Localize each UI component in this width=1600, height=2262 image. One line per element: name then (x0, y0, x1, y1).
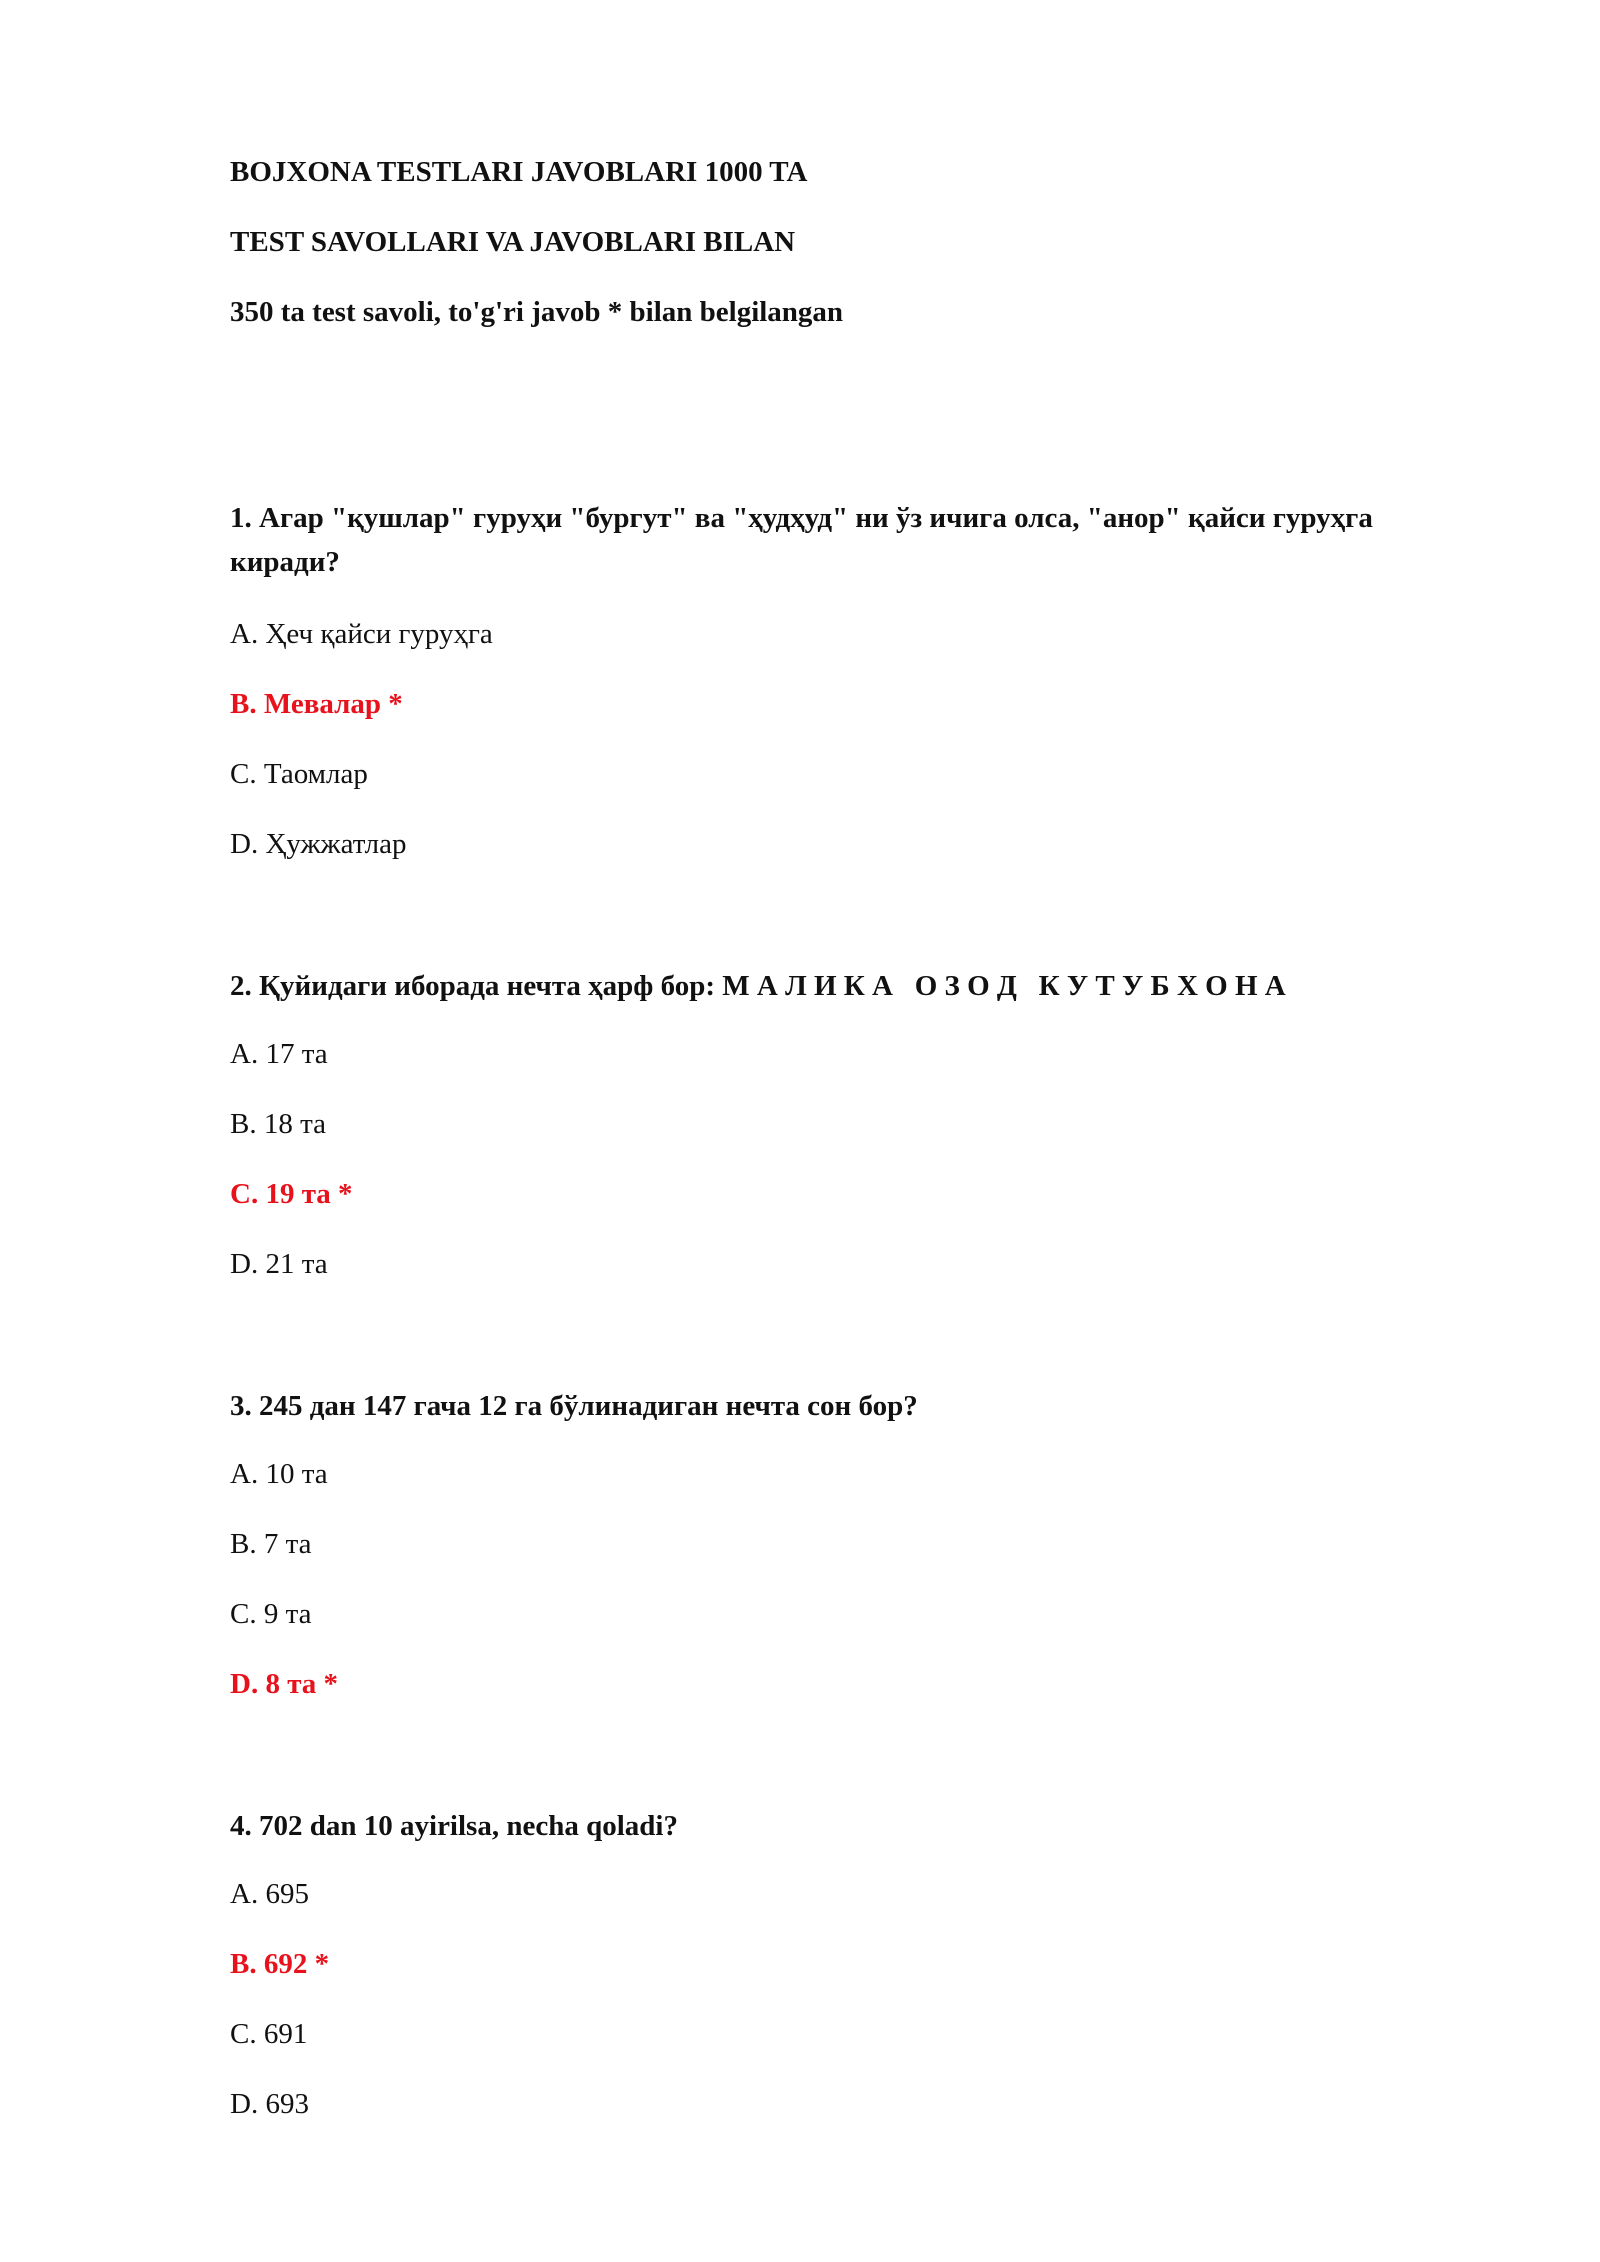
question-3-option-c: C. 9 та (230, 1598, 312, 1630)
question-2-option-d: D. 21 та (230, 1248, 328, 1280)
question-2-option-a: A. 17 та (230, 1038, 328, 1070)
question-1-option-c: C. Таомлар (230, 758, 368, 790)
question-2-option-b: B. 18 та (230, 1108, 326, 1140)
question-3-option-b: B. 7 та (230, 1528, 312, 1560)
question-4-option-b-correct: B. 692 * (230, 1948, 330, 1980)
question-3: 3. 245 дан 147 гача 12 га бўлинадиган нечта сон бор? (230, 1390, 918, 1422)
question-1-option-a: A. Ҳеч қайси гуруҳга (230, 618, 493, 650)
question-4-option-c: C. 691 (230, 2018, 308, 2050)
question-1-option-d: D. Ҳужжатлар (230, 828, 407, 860)
document-subtitle: TEST SAVOLLARI VA JAVOBLARI BILAN (230, 226, 796, 258)
question-3-option-a: A. 10 та (230, 1458, 328, 1490)
question-4-option-a: A. 695 (230, 1878, 309, 1910)
question-1: 1. Агар "қушлар" гуруҳи "бургут" ва "ҳудҳуд" ни ўз ичига олса, "анор" қайси гуруҳга киради? (230, 502, 1373, 578)
question-4: 4. 702 dan 10 ayirilsa, necha qoladi? (230, 1810, 678, 1842)
question-1-option-b-correct: B. Мевалар * (230, 688, 403, 720)
document-title: BOJXONA TESTLARI JAVOBLARI 1000 TA (230, 156, 808, 188)
question-2-option-c-correct: C. 19 та * (230, 1178, 353, 1210)
document-note: 350 ta test savoli, to'g'ri javob * bilan belgilangan (230, 296, 844, 328)
question-2: 2. Қуйидаги иборада нечта ҳарф бор: М А Л И К А О З О Д К У Т У Б Х О Н А (230, 970, 1286, 1002)
question-3-option-d-correct: D. 8 та * (230, 1668, 339, 1700)
question-4-option-d: D. 693 (230, 2088, 309, 2120)
